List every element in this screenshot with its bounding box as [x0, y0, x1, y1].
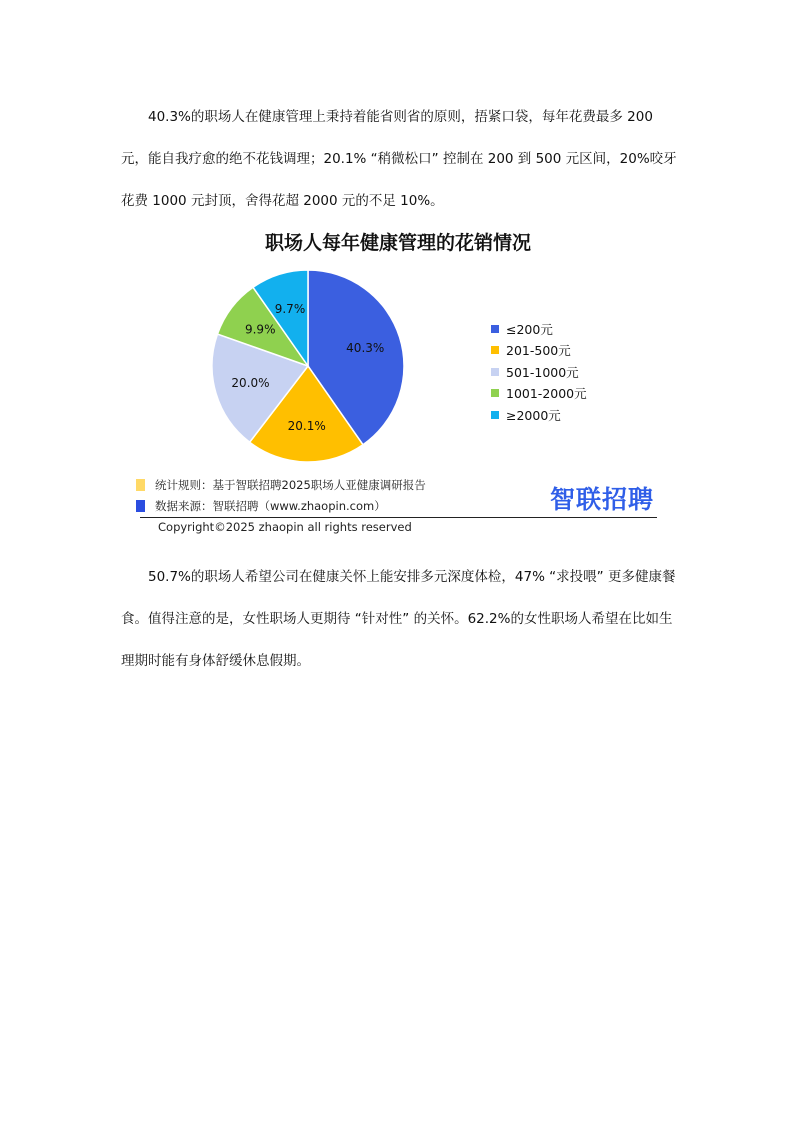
pie-slice-label-0: 40.3% [346, 340, 385, 355]
legend-label: 201-500元 [506, 343, 571, 359]
paragraph-care-text: 50.7%的职场人希望公司在健康关怀上能安排多元深度体检，47% “求投喂” 更多健康餐食。值得注意的是，女性职场人更期待 “针对性” 的关怀。62.2%的女性职场人希望在比如生理期时能有身体舒缓休息假期。 [121, 569, 676, 669]
rule-note-marker [136, 479, 145, 491]
legend-swatch [491, 368, 499, 376]
chart-notes [136, 474, 426, 516]
copyright-text: Copyright©2025 zhaopin all rights reserved [158, 520, 412, 534]
chart-legend [491, 318, 587, 426]
legend-swatch [491, 346, 499, 354]
pie-slice-label-3: 9.9% [244, 322, 276, 337]
legend-label: ≤200元 [506, 321, 553, 337]
legend-item [491, 340, 587, 362]
legend-swatch [491, 325, 499, 333]
zhaopin-logo: 智联招聘 [550, 485, 655, 514]
divider-line [140, 517, 657, 518]
paragraph-spending [121, 96, 677, 222]
legend-label: ≥2000元 [506, 407, 561, 423]
legend-item [491, 361, 587, 383]
pie-chart-figure [118, 228, 678, 548]
pie-slice-label-1: 20.1% [287, 418, 326, 433]
source-note [136, 495, 426, 516]
legend-label: 1001-2000元 [506, 386, 587, 402]
rule-note [136, 474, 426, 495]
legend-item [491, 383, 587, 405]
source-note-text: 数据来源：智联招聘（www.zhaopin.com） [155, 498, 386, 513]
legend-swatch [491, 411, 499, 419]
paragraph-care [121, 556, 677, 682]
legend-swatch [491, 389, 499, 397]
pie-chart [118, 228, 678, 473]
chart-title: 职场人每年健康管理的花销情况 [264, 232, 531, 254]
pie-slice-label-2: 20.0% [231, 376, 270, 391]
legend-item [491, 404, 587, 426]
pie-slice-label-4: 9.7% [274, 301, 306, 316]
legend-item [491, 318, 587, 340]
rule-note-text: 统计规则：基于智联招聘2025职场人亚健康调研报告 [155, 477, 426, 492]
paragraph-spending-text: 40.3%的职场人在健康管理上秉持着能省则省的原则，捂紧口袋，每年花费最多 200 元，能自我疗愈的绝不花钱调理；20.1% “稍微松口” 控制在 200 到 500 元区间，20%咬牙花费 1000 元封顶，舍得花超 2000 元的不足 10%。 [121, 109, 677, 209]
legend-label: 501-1000元 [506, 364, 579, 380]
source-note-marker [136, 500, 145, 512]
